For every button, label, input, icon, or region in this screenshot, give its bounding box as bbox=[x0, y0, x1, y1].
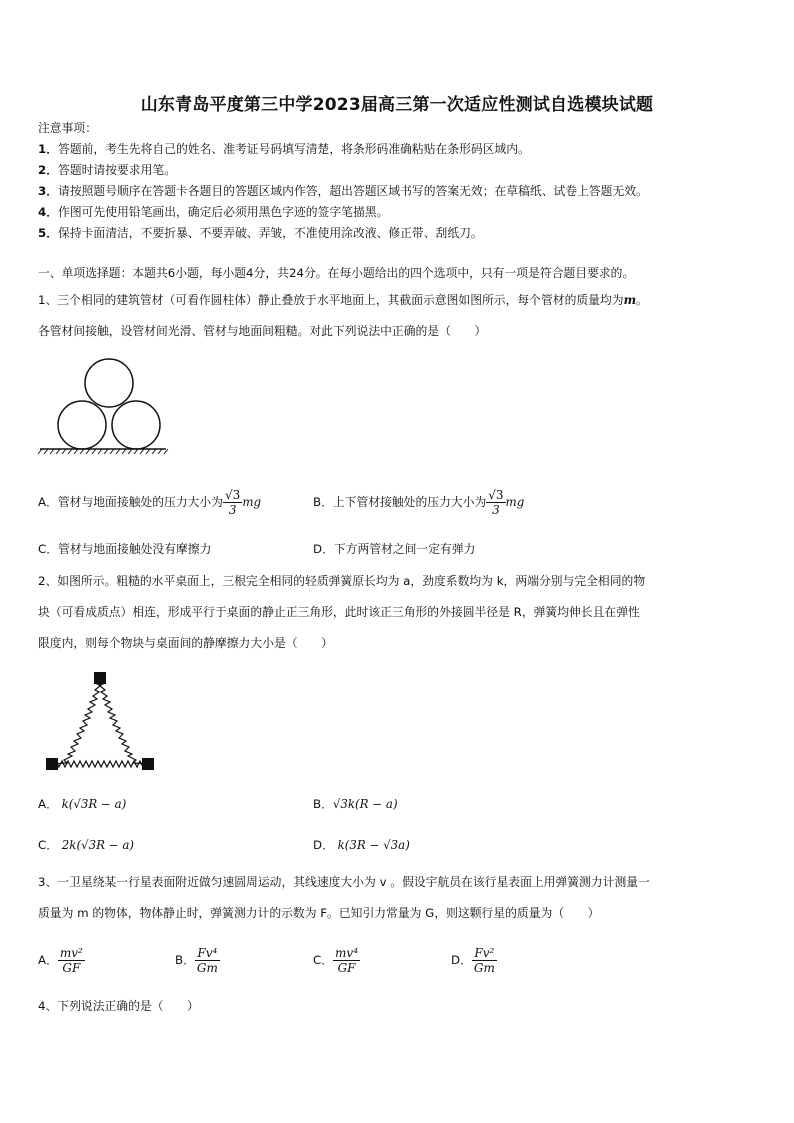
notice-text: 请按照题号顺序在答题卡各题目的答题区域内作答，超出答题区域书写的答案无效；在草稿纸、试卷上答题无效。 bbox=[58, 184, 648, 198]
notice-text: 答题前，考生先将自己的姓名、准考证号码填写清楚，将条形码准确粘贴在条形码区域内。 bbox=[58, 142, 530, 156]
q2-option-c-expr: 2k(√3R − a) bbox=[61, 838, 134, 852]
q2-option-c[interactable] bbox=[38, 836, 134, 854]
q2-option-a[interactable] bbox=[38, 795, 126, 813]
q1-option-b-fraction bbox=[486, 488, 505, 517]
notice-text: 保持卡面清洁，不要折暴、不要弄破、弄皱，不准使用涂改液、修正带、刮纸刀。 bbox=[58, 226, 483, 240]
q1-option-c[interactable]: C．管材与地面接触处没有摩擦力 bbox=[38, 542, 212, 556]
pipes-figure bbox=[38, 355, 168, 455]
q2-option-b-label: B． bbox=[313, 797, 333, 811]
fraction-numerator: mv² bbox=[59, 946, 83, 960]
q3-option-d-fraction bbox=[472, 946, 497, 975]
page-title: 山东青岛平度第三中学2023届高三第一次适应性测试自选模块试题 bbox=[140, 95, 654, 115]
bottom-left-pipe bbox=[58, 401, 106, 449]
q4-stem: 4、下列说法正确的是（ ） bbox=[38, 999, 199, 1013]
q1-stem-text: 1、三个相同的建筑管材（可看作圆柱体）静止叠放于水平地面上，其截面示意图如图所示，每个管材的质量均为 bbox=[38, 293, 624, 307]
spring-right bbox=[99, 678, 148, 764]
q2-option-b-expr: √3k(R − a) bbox=[332, 797, 398, 811]
q1-option-b-text: B．上下管材接触处的压力大小为 bbox=[313, 495, 487, 509]
notice-item-4 bbox=[38, 204, 388, 220]
fraction-denominator: 3 bbox=[228, 503, 237, 517]
q2-option-a-label: A． bbox=[38, 797, 58, 811]
notice-item-1 bbox=[38, 141, 530, 157]
fraction-denominator: Gm bbox=[473, 961, 495, 975]
q1-stem-end: 。 bbox=[636, 293, 648, 307]
notice-text: 答题时请按要求用笔。 bbox=[58, 163, 176, 177]
section-heading: 一、单项选择题：本题共6小题，每小题4分，共24分。在每小题给出的四个选项中，只有一项是符合题目要求的。 bbox=[38, 266, 635, 280]
notice-item-2 bbox=[38, 162, 176, 178]
notice-item-3 bbox=[38, 183, 648, 199]
top-pipe bbox=[85, 359, 133, 407]
notice-heading: 注意事项： bbox=[38, 121, 97, 135]
q1-option-d[interactable]: D．下方两管材之间一定有弹力 bbox=[313, 542, 476, 556]
q1-option-b[interactable] bbox=[313, 485, 524, 519]
q3-option-a-label: A． bbox=[38, 953, 58, 967]
notice-text: 作图可先使用铅笔画出，确定后必须用黑色字迹的签字笔描黑。 bbox=[58, 205, 389, 219]
q2-option-a-expr: k(√3R − a) bbox=[61, 797, 127, 811]
fraction-denominator: Gm bbox=[196, 961, 218, 975]
q3-option-b-label: B． bbox=[175, 953, 195, 967]
block-bottom-right bbox=[142, 758, 154, 770]
q2-option-d[interactable] bbox=[313, 836, 410, 854]
bottom-right-pipe bbox=[112, 401, 160, 449]
notice-num: 3． bbox=[38, 184, 59, 198]
q3-option-a[interactable] bbox=[38, 942, 85, 978]
fraction-numerator: √3 bbox=[488, 488, 504, 502]
block-bottom-left bbox=[46, 758, 58, 770]
q3-stem-line1: 3、一卫星绕某一行星表面附近做匀速圆周运动，其线速度大小为 v 。假设宇航员在该行星表面上用弹簧测力计测量一 bbox=[38, 875, 650, 889]
q3-option-c-fraction bbox=[333, 946, 360, 975]
q3-stem-line2: 质量为 m 的物体，物体静止时，弹簧测力计的示数为 F。已知引力常量为 G，则这颗行星的质量为（ ） bbox=[38, 906, 600, 920]
q2-stem-line2: 块（可看成质点）相连，形成平行于桌面的静止正三角形，此时该正三角形的外接圆半径是 R，弹簧均伸长且在弹性 bbox=[38, 605, 640, 619]
q3-option-b[interactable] bbox=[175, 942, 220, 978]
fraction-numerator: √3 bbox=[225, 488, 241, 502]
spring-triangle-figure bbox=[40, 668, 160, 774]
notice-num: 2． bbox=[38, 163, 59, 177]
q3-option-b-fraction bbox=[195, 946, 220, 975]
fraction-numerator: mv⁴ bbox=[335, 946, 359, 960]
fraction-denominator: GF bbox=[62, 961, 81, 975]
spring-left bbox=[52, 678, 101, 764]
q2-stem-line3: 限度内，则每个物块与桌面间的静摩擦力大小是（ ） bbox=[38, 636, 333, 650]
q1-option-a-text: A．管材与地面接触处的压力大小为 bbox=[38, 495, 224, 509]
q2-option-d-label: D． bbox=[313, 838, 334, 852]
q3-option-a-fraction bbox=[58, 946, 85, 975]
q1-option-a-unit: mg bbox=[242, 495, 262, 509]
fraction-denominator: 3 bbox=[492, 503, 500, 517]
block-top bbox=[94, 672, 106, 684]
q3-option-d[interactable] bbox=[451, 942, 497, 978]
fraction-numerator: Fv² bbox=[472, 946, 497, 961]
q1-option-b-unit: mg bbox=[505, 495, 525, 509]
q1-option-a-fraction bbox=[223, 488, 242, 517]
notice-item-5 bbox=[38, 225, 483, 241]
q3-option-d-label: D． bbox=[451, 953, 472, 967]
q2-stem-line1: 2、如图所示。粗糙的水平桌面上，三根完全相同的轻质弹簧原长均为 a，劲度系数均为 k，两端分别与完全相同的物 bbox=[38, 574, 646, 588]
q1-stem-line2: 各管材间接触，设管材间光滑、管材与地面间粗糙。对此下列说法中正确的是（ ） bbox=[38, 324, 487, 338]
q2-option-d-expr: k(3R − √3a) bbox=[337, 838, 410, 852]
q1-stem-line1 bbox=[38, 292, 648, 308]
notice-num: 5． bbox=[38, 226, 59, 240]
q1-option-a[interactable] bbox=[38, 485, 261, 519]
fraction-numerator: Fv⁴ bbox=[195, 946, 220, 961]
fraction-denominator: GF bbox=[337, 961, 356, 975]
q3-option-c[interactable] bbox=[313, 942, 360, 978]
q1-mass-var: m bbox=[623, 293, 637, 307]
notice-num: 4． bbox=[38, 205, 59, 219]
q2-option-c-label: C． bbox=[38, 838, 59, 852]
notice-num: 1． bbox=[38, 142, 59, 156]
q3-option-c-label: C． bbox=[313, 953, 334, 967]
q2-option-b[interactable] bbox=[313, 795, 398, 813]
